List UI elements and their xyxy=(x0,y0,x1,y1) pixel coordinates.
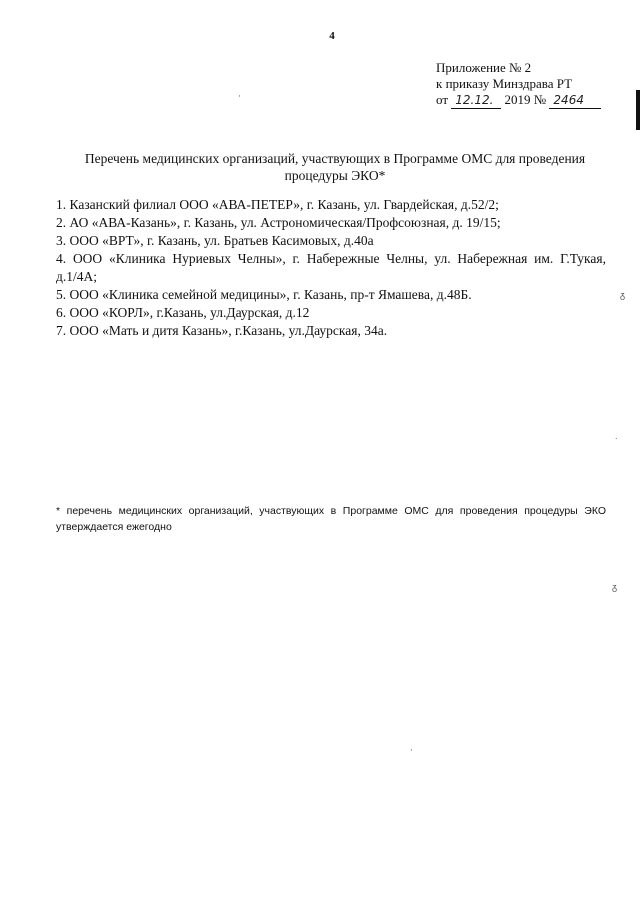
organization-list xyxy=(56,196,606,340)
scan-speck: · xyxy=(238,92,241,102)
page-number: 4 xyxy=(329,30,335,42)
appendix-year: 2019 № xyxy=(504,92,547,107)
appendix-from-label: от xyxy=(436,92,449,107)
appendix-header xyxy=(436,60,601,109)
document-title: Перечень медицинских организаций, участвующих в Программе ОМС для проведения процедуры ЭКО* xyxy=(84,151,586,183)
list-item: 4. ООО «Клиника Нуриевых Челны», г. Набережные Челны, ул. Набережная им. Г.Тукая, д.1/4А; xyxy=(56,251,606,284)
list-item: 3. ООО «ВРТ», г. Казань, ул. Братьев Касимовых, д.40а xyxy=(56,233,374,248)
scan-edge-mark xyxy=(636,90,640,130)
handwritten-order-number: 2464 xyxy=(549,92,601,109)
list-item: 2. АО «АВА-Казань», г. Казань, ул. Астрономическая/Профсоюзная, д. 19/15; xyxy=(56,215,501,230)
list-item: 7. ООО «Мать и дитя Казань», г.Казань, ул.Даурская, 34а. xyxy=(56,323,388,338)
list-item: 1. Казанский филиал ООО «АВА-ПЕТЕР», г. Казань, ул. Гвардейская, д.52/2; xyxy=(56,197,499,212)
appendix-line2: к приказу Минздрава РТ xyxy=(436,76,573,91)
scan-speck: ᵹ xyxy=(620,291,626,301)
handwritten-date: 12.12. xyxy=(451,92,501,109)
list-item: 6. ООО «КОРЛ», г.Казань, ул.Даурская, д.12 xyxy=(56,305,310,320)
appendix-line3 xyxy=(436,92,601,109)
appendix-line1: Приложение № 2 xyxy=(436,60,532,75)
list-item: 5. ООО «Клиника семейной медицины», г. Казань, пр-т Ямашева, д.48Б. xyxy=(56,287,472,302)
scan-speck: · xyxy=(410,746,413,756)
scan-speck: ᵹ xyxy=(612,583,618,593)
footnote: * перечень медицинских организаций, участвующих в Программе ОМС для проведения процедуры ЭКО утверждается ежегодно xyxy=(56,505,606,533)
scan-speck: ˙ xyxy=(614,438,619,448)
